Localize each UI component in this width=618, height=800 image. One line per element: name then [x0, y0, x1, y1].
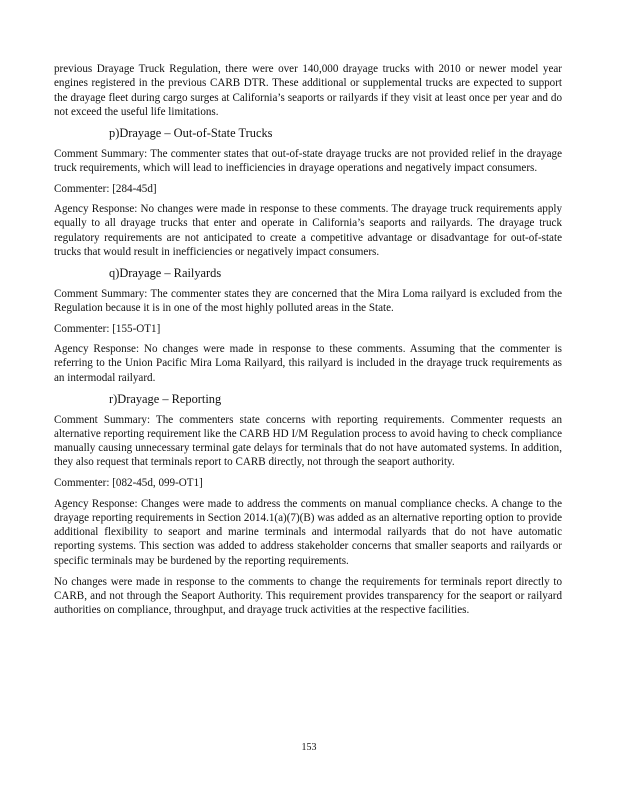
- agency-response-reporting-continued: No changes were made in response to the comments to change the requirements for terminals report directly to CARB, and not through the Seaport Authority. This requirement provides transparency for the seaport or railyard authorities on compliance, throughput, and drayage truck activities at the respective facilities.: [54, 575, 562, 617]
- intro-paragraph: previous Drayage Truck Regulation, there were over 140,000 drayage trucks with 2010 or newer model year engines registered in the previous CARB DTR. These additional or supplemental trucks are expected to support the drayage fleet during cargo surges at California’s seaports or railyards if they visit at least once per year and do not exceed the useful life limitations.: [54, 63, 562, 118]
- comment-summary-out-of-state-trucks: Comment Summary: The commenter states that out-of-state drayage trucks are not provided relief in the drayage truck requirements, which will lead to inefficiencies in drayage operations and negatively impact consumers.: [54, 147, 562, 174]
- document-page: [54, 62, 562, 624]
- commenter-railyards: Commenter: [155-OT1]: [54, 322, 161, 335]
- agency-response-reporting: Agency Response: Changes were made to address the comments on manual compliance checks. A change to the drayage reporting requirements in Section 2014.1(a)(7)(B) was added as an alternative reporting option to provide additional flexibility to seaport and marine terminals and intermodal railyards that do not have automatic reporting systems. This section was added to address stakeholder concerns that smaller seaports and railyards or specific terminals may be burdened by the reporting requirements.: [54, 497, 562, 567]
- commenter-reporting: Commenter: [082-45d, 099-OT1]: [54, 477, 203, 490]
- comment-summary-railyards: Comment Summary: The commenter states they are concerned that the Mira Loma railyard is excluded from the Regulation because it is in one of the most highly polluted areas in the State.: [54, 287, 562, 315]
- section-heading-railyards: q)Drayage – Railyards: [109, 265, 222, 280]
- page-number: 153: [301, 742, 317, 753]
- agency-response-out-of-state-trucks: Agency Response: No changes were made in response to these comments. The drayage truck requirements apply equally to all drayage trucks that enter and operate in California’s seaports and railyards. The drayage truck regulatory requirements are not anticipated to create a competitive advantage or disadvantage for out-of-state trucks that would result in inefficiencies or negatively impact consumers.: [54, 203, 562, 258]
- section-heading-out-of-state-trucks: p)Drayage – Out-of-State Trucks: [109, 125, 273, 140]
- agency-response-railyards: Agency Response: No changes were made in response to these comments. Assuming that the commenter is referring to the Union Pacific Mira Loma Railyard, this railyard is included in the drayage truck requirements as an intermodal railyard.: [54, 343, 562, 384]
- section-heading-reporting: r)Drayage – Reporting: [109, 391, 222, 406]
- comment-summary-reporting: Comment Summary: The commenters state concerns with reporting requirements. Commenter requests an alternative reporting requirement like the CARB HD I/M Regulation process to avoid having to check compliance manually causing unnecessary terminal gate delays for terminals that do not have automated systems. In addition, they also request that terminals report to CARB directly, not through the seaport authority.: [54, 413, 562, 469]
- commenter-out-of-state-trucks: Commenter: [284-45d]: [54, 182, 157, 195]
